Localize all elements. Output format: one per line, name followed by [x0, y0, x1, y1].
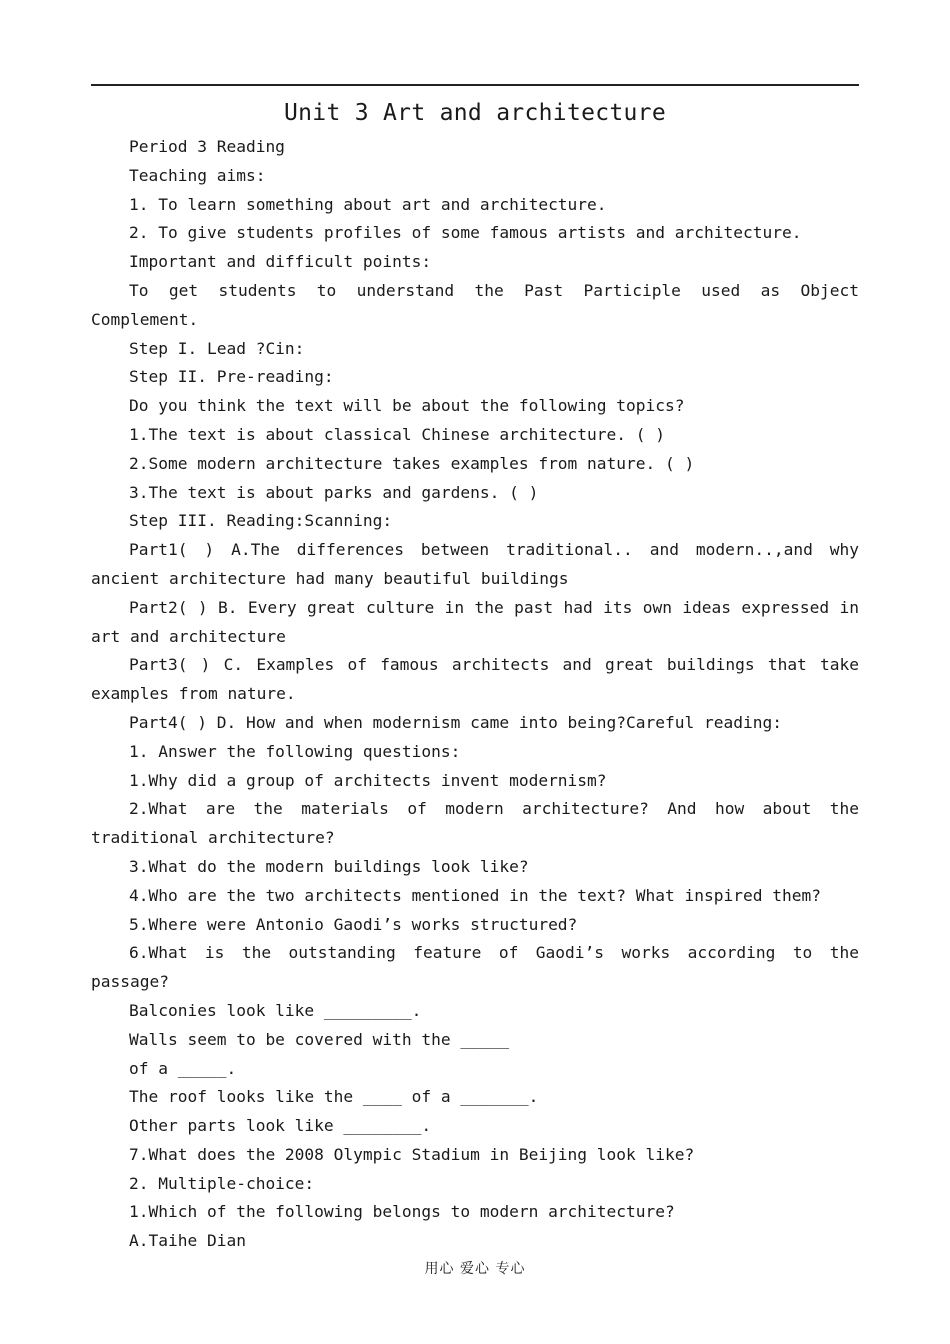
line-objective: To get students to understand the Past Participle used as Object Complement.: [91, 280, 859, 329]
line-period: Period 3 Reading: [129, 137, 285, 156]
mc-option-a: A.Taihe Dian: [129, 1231, 246, 1251]
page-title: Unit 3 Art and architecture: [284, 100, 666, 126]
multiple-choice-heading: 2. Multiple-choice:: [129, 1173, 315, 1193]
fill-other-parts: Other parts look like ________.: [129, 1116, 432, 1136]
fill-balconies: Balconies look like _________.: [129, 1000, 422, 1020]
question-7: 7.What does the 2008 Olympic Stadium in Beijing look like?: [129, 1144, 695, 1164]
line-teaching-aims: Teaching aims:: [129, 165, 266, 185]
aim-2: 2. To give students profiles of some famous artists and architecture.: [129, 223, 802, 243]
step-2-heading: Step II. Pre-reading:: [129, 367, 334, 387]
document-body: [91, 133, 859, 1256]
topic-1: 1.The text is about classical Chinese architecture. ( ): [129, 424, 666, 444]
question-3: 3.What do the modern buildings look like?: [129, 856, 529, 876]
step-3-heading: Step III. Reading:Scanning:: [129, 511, 393, 531]
part-4: Part4( ) D. How and when modernism came into being?Careful reading:: [129, 712, 782, 732]
question-1: 1.Why did a group of architects invent modernism?: [129, 770, 607, 790]
mc-question-1: 1.Which of the following belongs to modern architecture?: [129, 1202, 675, 1222]
header-rule: [91, 84, 859, 86]
fill-walls: Walls seem to be covered with the _____: [129, 1029, 510, 1049]
step-1-heading: Step I. Lead ?Cin:: [129, 338, 305, 358]
topic-3: 3.The text is about parks and gardens. ( ): [129, 482, 539, 502]
aim-1: 1. To learn something about art and architecture.: [129, 194, 607, 214]
part-3: Part3( ) C. Examples of famous architects and great buildings that take examples from nature.: [91, 655, 859, 704]
fill-roof: The roof looks like the ____ of a _______.: [129, 1087, 539, 1107]
question-4: 4.Who are the two architects mentioned in the text? What inspired them?: [129, 885, 821, 905]
question-5: 5.Where were Antonio Gaodi’s works structured?: [129, 914, 578, 934]
part-2: Part2( ) B. Every great culture in the past had its own ideas expressed in art and architecture: [91, 597, 859, 646]
topic-2: 2.Some modern architecture takes examples from nature. ( ): [129, 453, 695, 473]
prereading-question: Do you think the text will be about the following topics?: [129, 396, 685, 416]
page-footer: 用心 爱心 专心: [424, 1261, 526, 1277]
question-6: 6.What is the outstanding feature of Gaodi’s works according to the passage?: [91, 943, 859, 992]
answer-heading: 1. Answer the following questions:: [129, 741, 461, 761]
line-important-points: Important and difficult points:: [129, 252, 432, 272]
fill-walls-cont: of a _____.: [129, 1058, 237, 1078]
question-2: 2.What are the materials of modern architecture? And how about the traditional architecture?: [91, 799, 859, 848]
part-1: Part1( ) A.The differences between traditional.. and modern..,and why ancient architecture had many beautiful buildings: [91, 540, 859, 588]
